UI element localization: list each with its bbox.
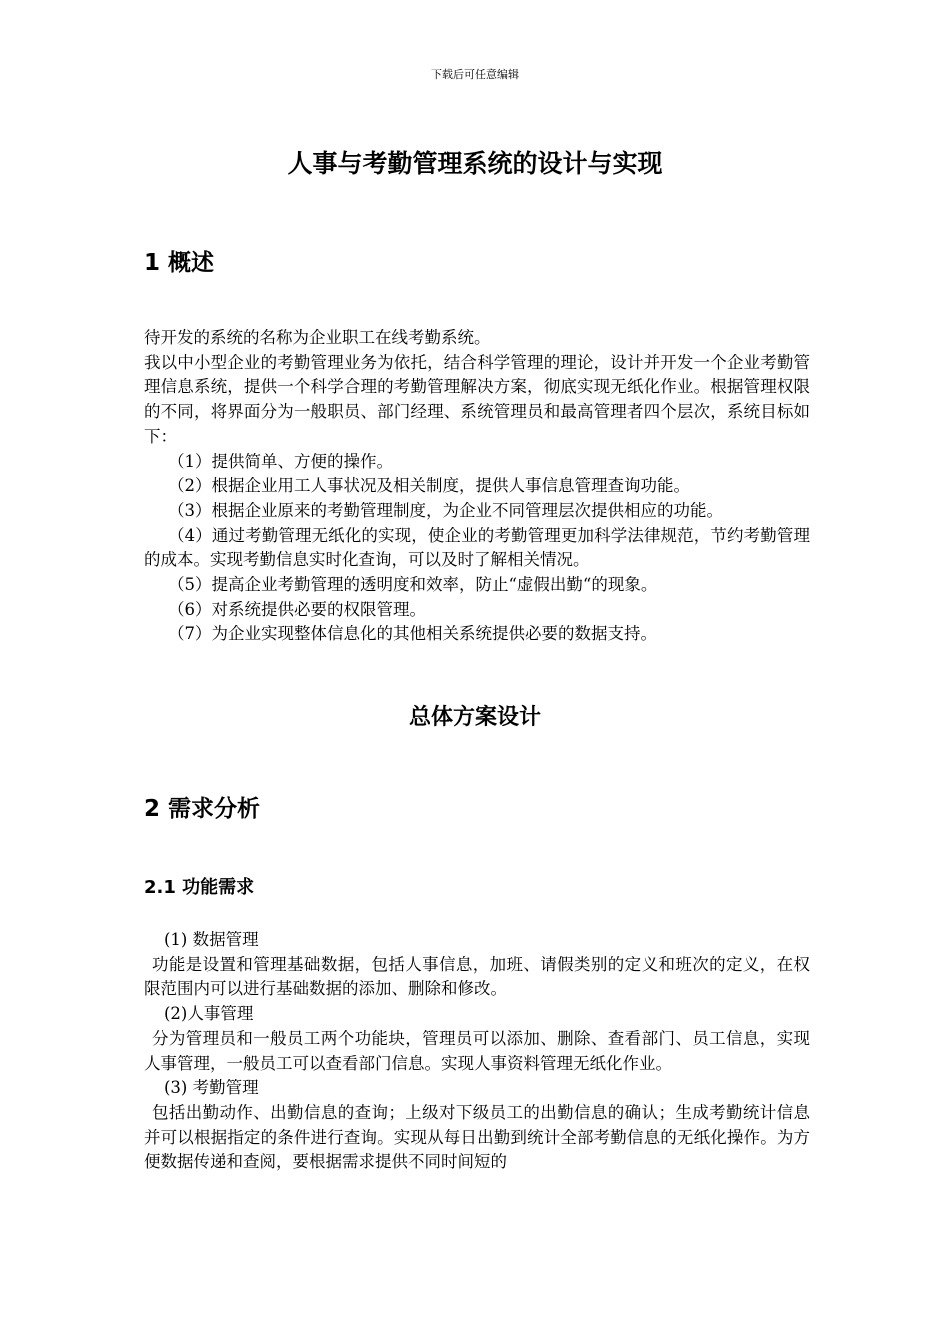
goal-item: （1）提供简单、方便的操作。 — [168, 451, 393, 471]
item-label: (2)人事管理 — [164, 1004, 254, 1024]
goal-item: （5）提高企业考勤管理的透明度和效率，防止“虚假出勤“的现象。 — [168, 575, 658, 595]
goal-item: （7）为企业实现整体信息化的其他相关系统提供必要的数据支持。 — [168, 624, 657, 644]
document-title: 人事与考勤管理系统的设计与实现 — [287, 149, 663, 178]
paragraph: 我以中小型企业的考勤管理业务为依托，结合科学管理的理论，设计并开发一个企业考勤管理信息系统，提供一个科学合理的考勤管理解决方案，彻底实现无纸化作业。根据管理权限的不同，将界面分为一般职员、部门经理、系统管理员和最高管理者四个层次，系统目标如下： — [144, 352, 810, 446]
section-2-1-body — [144, 928, 810, 1175]
goal-item: （4）通过考勤管理无纸化的实现，使企业的考勤管理更加科学法律规范，节约考勤管理的成本。实现考勤信息实时化查询，可以及时了解相关情况。 — [144, 525, 810, 570]
section-2-heading: 2 需求分析 — [144, 796, 261, 822]
item-text: 功能是设置和管理基础数据，包括人事信息，加班、请假类别的定义和班次的定义，在权限范围内可以进行基础数据的添加、删除和修改。 — [144, 954, 810, 999]
item-text: 分为管理员和一般员工两个功能块，管理员可以添加、删除、查看部门、员工信息，实现人事管理，一般员工可以查看部门信息。实现人事资料管理无纸化作业。 — [144, 1028, 810, 1073]
goal-item: （6）对系统提供必要的权限管理。 — [168, 599, 426, 619]
paragraph: 待开发的系统的名称为企业职工在线考勤系统。 — [144, 328, 491, 347]
item-label: (3) 考勤管理 — [164, 1078, 259, 1098]
section-1-body — [144, 326, 810, 647]
section-2-1-heading: 2.1 功能需求 — [144, 877, 255, 898]
section-1-heading: 1 概述 — [144, 250, 215, 276]
goal-item: （3）根据企业原来的考勤管理制度，为企业不同管理层次提供相应的功能。 — [168, 500, 723, 520]
item-text: 包括出勤动作、出勤信息的查询；上级对下级员工的出勤信息的确认；生成考勤统计信息并可以根据指定的条件进行查询。实现从每日出勤到统计全部考勤信息的无纸化操作。为方便数据传递和查阅，要根据需求提供不同时间短的 — [144, 1102, 810, 1172]
item-label: (1) 数据管理 — [164, 930, 259, 949]
center-heading: 总体方案设计 — [408, 705, 541, 730]
goal-item: （2）根据企业用工人事状况及相关制度，提供人事信息管理查询功能。 — [168, 476, 690, 496]
header-note: 下载后可任意编辑 — [431, 68, 519, 81]
